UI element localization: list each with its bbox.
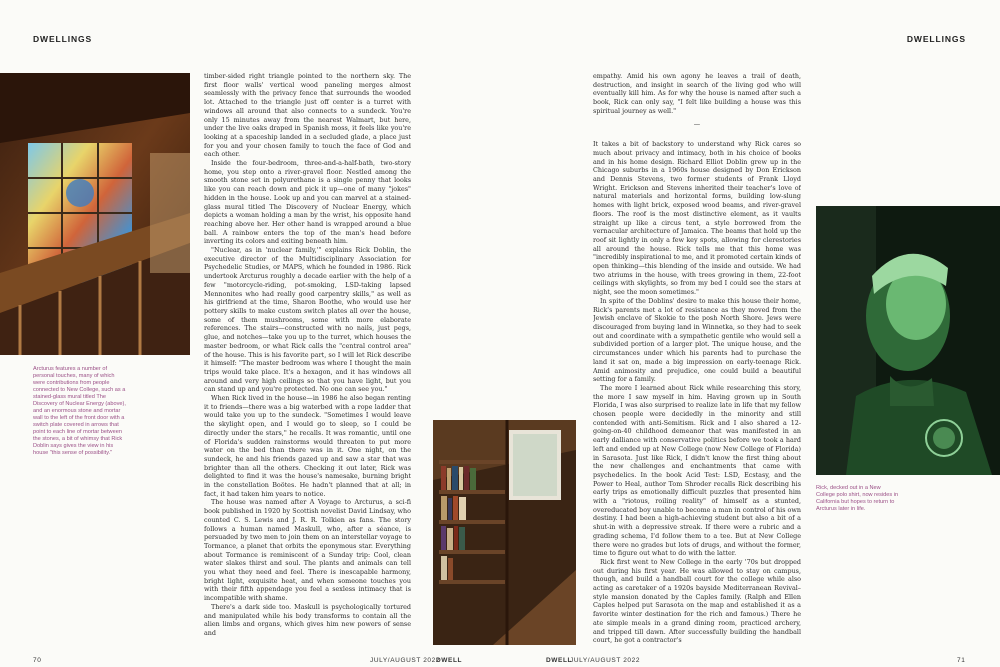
- paragraph: The more I learned about Rick while researching this story, the more I saw myself in him. Having grown up in South Florida, I was also surprised to realize late in life that my fellow chosen people were decidedly in the minority and still contended with anti-Semitism. Rick and I also shared a 12-going-on-40 childhood demeanor that was manifested in an early dalliance with conservative politics before we took a hard left and ended up at New College (now New College of Florida) in Sarasota. Just like Rick, I didn't know the first thing about the new challenges and enchantments that came with psychedelics. In the book Acid Test: LSD, Ecstasy, and the Power to Heal, author Tom Shroder recalls Rick describing his early trips as emotionally difficult puzzles that presented him with a "riotous, roiling reality" of himself as a stunted, overeducated boy unable to become a man in control of his own destiny. I had been a high-achieving student but also a bit of a shut-in with a depressive streak. If there were a rubric and a grading schema, I'd follow them to a tee. But at New College there were no grades but lots of drugs, and without the former, time to figure out what to do with the latter.: [593, 383, 801, 558]
- section-label-right: DWELLINGS: [906, 34, 966, 44]
- paragraph: empathy. Amid his own agony he leaves a trail of death, destruction, and insight in search of the living god who will eventually kill him. As for why the house is named after such a book, Rick can only say, "I felt like building a house was this spiritual journey as well.": [593, 72, 801, 115]
- paragraph: Inside the four-bedroom, three-and-a-half-bath, two-story home, you step onto a river-gravel floor. Nestled among the smooth stone set in polyurethane is a single penny that looks like you can reach down and pick it up—one of many "jokes" hidden in the house. Look up and you can marvel at a stained-glass mural titled The Discovery of Nuclear Energy, which depicts a woman holding a man by the wrist, his opposite hand reaching above her. Her other hand is wrapped around a blue ball. A rainbow enters the top of the man's head before inverting its colors and exiting beneath him.: [204, 159, 411, 246]
- caption-right: Rick, decked out in a New College polo shirt, now resides in California but hopes to return to Arcturus later in life.: [816, 485, 899, 512]
- section-label-left: DWELLINGS: [33, 34, 93, 44]
- paragraph: "Nuclear, as in 'nuclear family,'" explains Rick Doblin, the executive director of the Multidisciplinary Association for Psychedelic Studies, or MAPS, which he founded in 1986. Rick undertook Arcturus roughly a decade earlier with the help of a few "motorcycle-riding, pot-smoking, LSD-taking lapsed Mennonites who had really good carpentry skills," as well as his girlfriend at the time, Sharon Boothe, who would use her pottery skills to make custom switch plates all over the house, some of them mushrooms, some with more elaborate references. The stairs—constructed with no nails, just pegs, glue, and notches—take you up to the turret, which houses the master bedroom, or what Rick calls the "central control area" of the house. This is his favorite part, so I will let Rick describe it himself: "The master bedroom was where I thought the main trips would take place. It's a hexagon, and it has windows all around and very high ceilings so that you have light, but you can stand up and you're protected. No one can see you.": [204, 246, 411, 394]
- issue-date-left: JULY/AUGUST 2022: [370, 657, 441, 664]
- paragraph: When Rick lived in the house—in 1986 he also began renting it to friends—there was a big waterbed with a rope ladder that would take you up to the sundeck. "Sometimes I would leave the skylight open, and I would go to sleep, so I could be directly under the stars," he recalls. It was romantic, until one of Florida's sudden rainstorms would threaten to put more water on the bed than there was in it. One night, on the sundeck, he and his friends gazed up and saw a star that was brighter than all the others. Checking it out later, Rick was delighted to find it was the house's namesake, burning bright in the constellation Boötes. He hadn't planned that at all; in fact, it had taken him years to notice.: [204, 394, 411, 498]
- text-column-1: [204, 72, 411, 647]
- bookshelf-interior-photo: [433, 420, 576, 645]
- brand-right-text: DWELL: [546, 657, 573, 664]
- page-number-right: 71: [957, 657, 966, 664]
- brand-left-text: DWELL: [436, 657, 463, 664]
- paragraph: Rick first went to New College in the early '70s but dropped out during his first year. He was allowed to stay on campus, though, and build a handball court for the college while also acting as caretaker of a 1920s bayside Mediterranean Revival–style mansion donated by the Caples family. (Ralph and Ellen Caples helped put Sarasota on the map and established it as a favorite winter destination for the rich and famous.) There he ate simple meals in a grand dining room, practiced archery, and tripped till dawn. After successfully building the handball court, he got a contractor's: [593, 557, 801, 645]
- page-number-left: 70: [33, 657, 42, 664]
- brand-right: [546, 657, 572, 664]
- brand-left: [436, 657, 462, 664]
- text-column-2: [593, 72, 801, 647]
- paragraph: The house was named after A Voyage to Arcturus, a sci-fi book published in 1920 by Scottish novelist David Lindsay, who counted C. S. Lewis and J. R. R. Tolkien as fans. The story follows a human named Maskull, who, after a séance, is persuaded by two men to join them on an interstellar voyage to Tormance, a planet that orbits the eponymous star. Everything about Tormance is reminiscent of a Sunday trip: Cool, clean water slakes thirst and soul. The plants and animals can tell you what they need and feel. There is inescapable harmony, bright light, exquisite heat, and when someone touches you with their fifth appendage you feel a sexless intimacy that is incompatible with shame.: [204, 498, 411, 603]
- paragraph: timber-sided right triangle pointed to the northern sky. The first floor walls' vertical wood paneling merges almost seamlessly with the privacy fence that surrounds the wooded lot. Attached to the triangle just off center is a turret with windows all around that also connects to a sundeck. You're only 15 minutes away from the nearest Walmart, but here, under the live oaks draped in Spanish moss, it feels like you're looking at a spaceship landed in a secluded glade, a place just for you and your chosen family to touch the face of God and each other.: [204, 72, 411, 159]
- caption-left: Arcturus features a number of personal touches, many of which were contributions from people connected to New College, such as a stained-glass mural titled The Discovery of Nuclear Energy (above), and an enormous stone and mortar wall to the left of the front door with a switch plate covered in arrows that point to each line of mortar between the stones, a bit of whimsy that Rick Doblin says gives the view in his house "this sense of possibility.": [33, 366, 126, 456]
- issue-date-right: JULY/AUGUST 2022: [570, 657, 641, 664]
- section-divider: —: [693, 119, 701, 128]
- paragraph: It takes a bit of backstory to understand why Rick cares so much about privacy and intimacy, both in his choice of books and in his home design. Richard Elliot Doblin grew up in the Chicago suburbs in a 1960s house designed by Don Erickson and Dennis Stevens, two former students of Frank Lloyd Wright. Erickson and Stevens inherited their teacher's love of natural materials and horizontal forms, building low-slung homes with light brick, exposed wood beams, and river-gravel floors. The roof is the most distinctive element, as it vaults straight up like a circus tent, a style borrowed from the vernacular architecture of Jamaica. The beams that hold up the roof sit lightly in only a few key spots, allowing for clerestories all around the house. Rick tells me that this home was "incredibly inspirational to me, and it promoted certain kinds of open thinking—this blending of the inside and outside. We had two atriums in the house, with trees growing in them, 22-foot ceilings with skylights, so from my bed I could see the stars at night, see the moon sometimes.": [593, 140, 801, 297]
- stained-glass-stair-photo: [0, 73, 190, 355]
- paragraph: There's a dark side too. Maskull is psychologically tortured and manipulated while his body transforms to contain all the alien limbs and organs, which gives him new powers of sense and: [204, 602, 411, 637]
- paragraph: In spite of the Doblins' desire to make this house their home, Rick's parents met a lot of resistance as they moved from the Jewish enclave of Skokie to the posh North Shore. Jews were discouraged from buying land in Winnetka, so they had to seek out and coordinate with a sympathetic gentile who would sell a subdivided portion of a larger plot. The unique house, and the circumstances under which his parents had to purchase the land it sat on, made a big impression on early-teenage Rick. Amid animosity and prejudice, one could build a beautiful setting for a family.: [593, 296, 801, 384]
- portrait-photo: [816, 206, 1000, 475]
